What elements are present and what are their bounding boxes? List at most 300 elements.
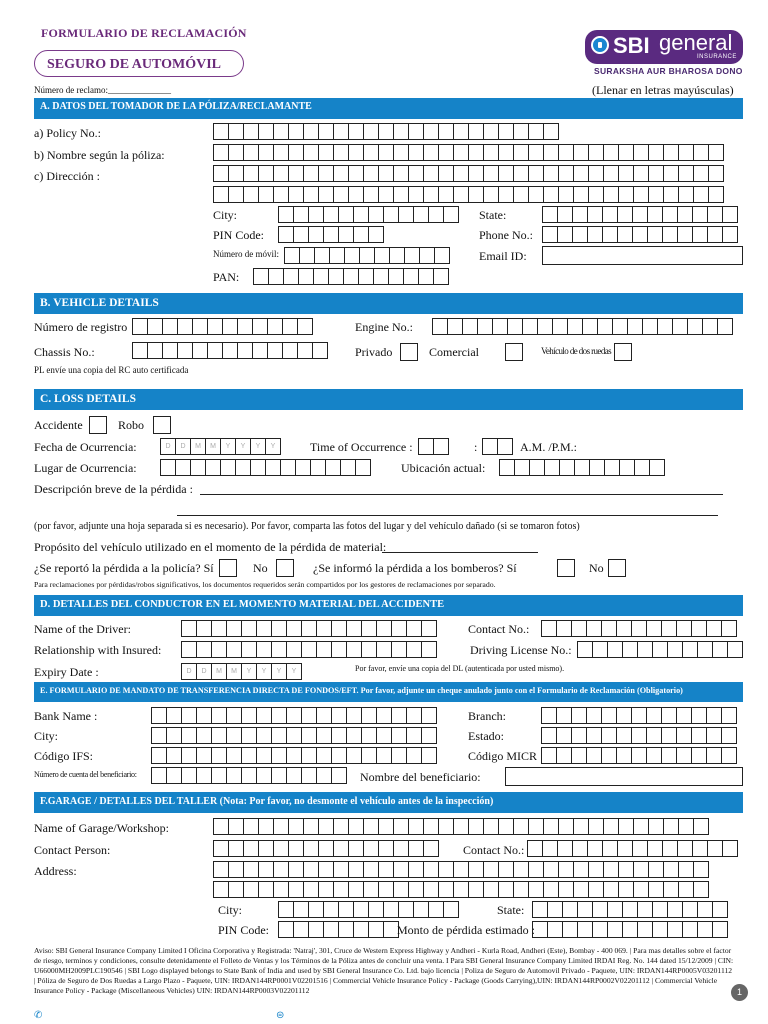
char-box[interactable] [323, 226, 339, 243]
char-box[interactable] [661, 707, 677, 724]
char-box[interactable] [498, 186, 514, 203]
char-box[interactable] [346, 727, 362, 744]
char-box[interactable] [556, 620, 572, 637]
address-input-line2[interactable] [213, 186, 723, 204]
char-box[interactable] [541, 707, 557, 724]
char-box[interactable] [547, 921, 563, 938]
char-box[interactable] [338, 206, 354, 223]
char-box[interactable] [241, 641, 257, 658]
char-box[interactable] [663, 144, 679, 161]
char-box[interactable] [376, 747, 392, 764]
char-box[interactable] [573, 144, 589, 161]
char-box[interactable] [250, 459, 266, 476]
char-box[interactable] [529, 459, 545, 476]
char-box[interactable] [265, 459, 281, 476]
char-box[interactable] [393, 123, 409, 140]
char-box[interactable] [586, 620, 602, 637]
char-box[interactable] [692, 226, 708, 243]
char-box[interactable] [293, 921, 309, 938]
char-box[interactable] [421, 641, 437, 658]
char-box[interactable] [567, 318, 583, 335]
garage-name-input[interactable] [213, 818, 708, 836]
char-box[interactable] [492, 318, 508, 335]
char-box[interactable] [333, 123, 349, 140]
char-box[interactable] [323, 901, 339, 918]
char-box[interactable] [693, 881, 709, 898]
char-box[interactable] [483, 123, 499, 140]
char-box[interactable] [637, 901, 653, 918]
char-box[interactable] [256, 767, 272, 784]
char-box[interactable] [438, 123, 454, 140]
char-box[interactable] [403, 268, 419, 285]
char-box[interactable] [271, 747, 287, 764]
char-box[interactable] [423, 818, 439, 835]
char-box[interactable] [391, 727, 407, 744]
char-box[interactable] [222, 342, 238, 359]
char-box[interactable] [228, 144, 244, 161]
char-box[interactable] [318, 840, 334, 857]
char-box[interactable] [618, 861, 634, 878]
commercial-checkbox[interactable] [505, 343, 523, 361]
char-box[interactable] [604, 459, 620, 476]
char-box[interactable] [678, 144, 694, 161]
char-box[interactable] [408, 861, 424, 878]
char-box[interactable] [573, 186, 589, 203]
char-box[interactable] [348, 818, 364, 835]
char-box[interactable] [353, 921, 369, 938]
char-box[interactable] [213, 861, 229, 878]
char-box[interactable] [406, 707, 422, 724]
char-box[interactable] [652, 901, 668, 918]
purpose-input[interactable] [382, 552, 538, 553]
two-wheeler-checkbox[interactable] [614, 343, 632, 361]
char-box[interactable] [207, 342, 223, 359]
char-box[interactable] [483, 881, 499, 898]
char-box[interactable] [278, 921, 294, 938]
char-box[interactable] [368, 901, 384, 918]
char-box[interactable] [378, 123, 394, 140]
char-box[interactable] [338, 921, 354, 938]
chassis-no-input[interactable] [132, 342, 327, 360]
char-box[interactable] [308, 901, 324, 918]
char-box[interactable] [192, 342, 208, 359]
char-box[interactable] [303, 818, 319, 835]
char-box[interactable]: D [175, 438, 191, 455]
phone-input[interactable] [542, 226, 737, 244]
char-box[interactable] [226, 767, 242, 784]
policy-no-input[interactable] [213, 123, 558, 141]
char-box[interactable] [558, 165, 574, 182]
char-box[interactable] [361, 641, 377, 658]
char-box[interactable] [697, 641, 713, 658]
char-box[interactable] [571, 707, 587, 724]
char-box[interactable] [616, 707, 632, 724]
char-box[interactable] [338, 226, 354, 243]
char-box[interactable] [667, 901, 683, 918]
char-box[interactable] [286, 767, 302, 784]
char-box[interactable] [423, 144, 439, 161]
char-box[interactable] [648, 861, 664, 878]
char-box[interactable] [498, 165, 514, 182]
char-box[interactable] [376, 727, 392, 744]
theft-checkbox[interactable] [153, 416, 171, 434]
char-box[interactable] [329, 247, 345, 264]
char-box[interactable] [706, 620, 722, 637]
char-box[interactable] [228, 165, 244, 182]
char-box[interactable] [603, 818, 619, 835]
char-box[interactable] [237, 318, 253, 335]
char-box[interactable] [691, 747, 707, 764]
char-box[interactable] [243, 144, 259, 161]
char-box[interactable] [301, 620, 317, 637]
char-box[interactable] [408, 165, 424, 182]
char-box[interactable] [376, 707, 392, 724]
char-box[interactable] [373, 268, 389, 285]
contact-person-input[interactable] [213, 840, 438, 858]
char-box[interactable] [498, 144, 514, 161]
char-box[interactable] [273, 818, 289, 835]
char-box[interactable] [226, 747, 242, 764]
char-box[interactable]: M [205, 438, 221, 455]
char-box[interactable] [303, 144, 319, 161]
char-box[interactable] [258, 881, 274, 898]
char-box[interactable] [282, 342, 298, 359]
char-box[interactable] [243, 123, 259, 140]
char-box[interactable] [556, 727, 572, 744]
char-box[interactable] [693, 165, 709, 182]
char-box[interactable] [587, 840, 603, 857]
char-box[interactable] [513, 861, 529, 878]
char-box[interactable] [376, 620, 392, 637]
char-box[interactable] [678, 818, 694, 835]
char-box[interactable] [419, 247, 435, 264]
char-box[interactable] [175, 459, 191, 476]
char-box[interactable] [177, 318, 193, 335]
char-box[interactable] [722, 840, 738, 857]
char-box[interactable] [603, 881, 619, 898]
char-box[interactable] [706, 727, 722, 744]
char-box[interactable] [573, 861, 589, 878]
license-input[interactable] [577, 641, 742, 659]
char-box[interactable] [633, 186, 649, 203]
char-box[interactable] [132, 342, 148, 359]
char-box[interactable] [421, 747, 437, 764]
char-box[interactable] [213, 123, 229, 140]
char-box[interactable] [527, 840, 543, 857]
pin-input[interactable] [278, 226, 383, 244]
char-box[interactable] [376, 641, 392, 658]
char-box[interactable] [618, 186, 634, 203]
garage-address-line2[interactable] [213, 881, 708, 899]
char-box[interactable] [692, 206, 708, 223]
char-box[interactable] [558, 186, 574, 203]
char-box[interactable] [408, 144, 424, 161]
garage-city-input[interactable] [278, 901, 458, 919]
char-box[interactable] [258, 123, 274, 140]
char-box[interactable] [303, 840, 319, 857]
char-box[interactable] [273, 186, 289, 203]
name-input[interactable] [213, 144, 723, 162]
address-input-line1[interactable] [213, 165, 723, 183]
char-box[interactable] [383, 206, 399, 223]
char-box[interactable] [428, 206, 444, 223]
char-box[interactable] [303, 861, 319, 878]
char-box[interactable] [528, 144, 544, 161]
relationship-input[interactable] [181, 641, 436, 659]
char-box[interactable] [632, 206, 648, 223]
char-box[interactable] [333, 840, 349, 857]
char-box[interactable] [286, 707, 302, 724]
char-box[interactable] [677, 840, 693, 857]
reg-no-input[interactable] [132, 318, 312, 336]
char-box[interactable] [543, 123, 559, 140]
char-box[interactable] [331, 727, 347, 744]
place-input[interactable] [160, 459, 370, 477]
char-box[interactable] [483, 144, 499, 161]
char-box[interactable] [572, 226, 588, 243]
char-box[interactable] [468, 144, 484, 161]
char-box[interactable] [633, 165, 649, 182]
char-box[interactable] [712, 921, 728, 938]
char-box[interactable] [241, 747, 257, 764]
char-box[interactable] [213, 186, 229, 203]
char-box[interactable] [316, 620, 332, 637]
char-box[interactable] [691, 620, 707, 637]
char-box[interactable] [507, 318, 523, 335]
char-box[interactable] [468, 861, 484, 878]
char-box[interactable] [220, 459, 236, 476]
char-box[interactable] [166, 727, 182, 744]
char-box[interactable] [363, 861, 379, 878]
char-box[interactable] [256, 620, 272, 637]
char-box[interactable] [616, 747, 632, 764]
char-box[interactable] [389, 247, 405, 264]
char-box[interactable] [522, 318, 538, 335]
char-box[interactable] [316, 641, 332, 658]
char-box[interactable] [235, 459, 251, 476]
char-box[interactable] [348, 186, 364, 203]
char-box[interactable] [226, 620, 242, 637]
char-box[interactable] [241, 707, 257, 724]
char-box[interactable] [211, 707, 227, 724]
char-box[interactable] [393, 840, 409, 857]
char-box[interactable] [571, 747, 587, 764]
char-box[interactable] [359, 247, 375, 264]
char-box[interactable] [418, 438, 434, 455]
char-box[interactable] [391, 747, 407, 764]
char-box[interactable] [273, 840, 289, 857]
char-box[interactable] [361, 620, 377, 637]
char-box[interactable] [338, 901, 354, 918]
char-box[interactable]: M [211, 663, 227, 680]
char-box[interactable] [378, 165, 394, 182]
char-box[interactable] [301, 727, 317, 744]
char-box[interactable] [571, 727, 587, 744]
char-box[interactable] [541, 747, 557, 764]
char-box[interactable] [556, 747, 572, 764]
char-box[interactable] [438, 186, 454, 203]
char-box[interactable] [348, 881, 364, 898]
char-box[interactable] [288, 165, 304, 182]
char-box[interactable] [346, 620, 362, 637]
char-box[interactable] [333, 818, 349, 835]
char-box[interactable] [468, 165, 484, 182]
police-no-checkbox[interactable] [276, 559, 294, 577]
char-box[interactable] [697, 901, 713, 918]
char-box[interactable] [241, 620, 257, 637]
char-box[interactable] [323, 921, 339, 938]
char-box[interactable] [273, 881, 289, 898]
char-box[interactable] [601, 747, 617, 764]
char-box[interactable] [676, 727, 692, 744]
char-box[interactable] [348, 861, 364, 878]
char-box[interactable] [717, 318, 733, 335]
char-box[interactable] [592, 901, 608, 918]
char-box[interactable] [541, 620, 557, 637]
char-box[interactable] [423, 881, 439, 898]
char-box[interactable] [213, 840, 229, 857]
char-box[interactable] [597, 318, 613, 335]
char-box[interactable] [393, 144, 409, 161]
char-box[interactable] [297, 318, 313, 335]
char-box[interactable] [722, 206, 738, 223]
char-box[interactable] [622, 921, 638, 938]
char-box[interactable] [633, 881, 649, 898]
char-box[interactable] [196, 641, 212, 658]
char-box[interactable] [393, 165, 409, 182]
micr-input[interactable] [541, 747, 736, 765]
char-box[interactable] [607, 921, 623, 938]
char-box[interactable] [652, 921, 668, 938]
char-box[interactable] [453, 818, 469, 835]
char-box[interactable] [603, 861, 619, 878]
char-box[interactable] [258, 840, 274, 857]
char-box[interactable] [421, 707, 437, 724]
char-box[interactable] [361, 727, 377, 744]
char-box[interactable]: M [190, 438, 206, 455]
char-box[interactable] [241, 767, 257, 784]
char-box[interactable] [278, 226, 294, 243]
char-box[interactable] [408, 840, 424, 857]
char-box[interactable] [363, 186, 379, 203]
char-box[interactable] [663, 881, 679, 898]
char-box[interactable] [284, 247, 300, 264]
char-box[interactable] [368, 206, 384, 223]
char-box[interactable] [702, 318, 718, 335]
account-input[interactable] [151, 767, 346, 785]
char-box[interactable] [708, 165, 724, 182]
char-box[interactable] [256, 707, 272, 724]
char-box[interactable] [663, 165, 679, 182]
char-box[interactable] [226, 707, 242, 724]
char-box[interactable] [308, 206, 324, 223]
char-box[interactable] [498, 861, 514, 878]
char-box[interactable] [196, 767, 212, 784]
char-box[interactable] [316, 727, 332, 744]
char-box[interactable]: Y [256, 663, 272, 680]
char-box[interactable] [406, 727, 422, 744]
char-box[interactable] [288, 186, 304, 203]
char-box[interactable] [552, 318, 568, 335]
char-box[interactable] [278, 206, 294, 223]
char-box[interactable] [513, 881, 529, 898]
char-box[interactable] [482, 438, 498, 455]
time-minutes-input[interactable] [482, 438, 512, 456]
char-box[interactable] [151, 747, 167, 764]
char-box[interactable] [348, 165, 364, 182]
char-box[interactable] [162, 342, 178, 359]
char-box[interactable] [588, 861, 604, 878]
char-box[interactable] [631, 727, 647, 744]
char-box[interactable] [181, 747, 197, 764]
char-box[interactable] [181, 620, 197, 637]
char-box[interactable] [661, 747, 677, 764]
char-box[interactable] [288, 881, 304, 898]
char-box[interactable] [587, 206, 603, 223]
char-box[interactable] [587, 226, 603, 243]
char-box[interactable] [228, 881, 244, 898]
char-box[interactable] [393, 818, 409, 835]
char-box[interactable] [541, 727, 557, 744]
char-box[interactable] [151, 707, 167, 724]
char-box[interactable] [423, 840, 439, 857]
char-box[interactable] [267, 342, 283, 359]
char-box[interactable] [577, 901, 593, 918]
accident-checkbox[interactable] [89, 416, 107, 434]
char-box[interactable] [528, 165, 544, 182]
char-box[interactable] [722, 226, 738, 243]
char-box[interactable] [228, 818, 244, 835]
char-box[interactable] [647, 206, 663, 223]
char-box[interactable] [657, 318, 673, 335]
char-box[interactable] [618, 818, 634, 835]
char-box[interactable] [602, 206, 618, 223]
char-box[interactable] [331, 620, 347, 637]
char-box[interactable] [378, 144, 394, 161]
char-box[interactable]: D [160, 438, 176, 455]
ifs-input[interactable] [151, 747, 436, 765]
char-box[interactable] [211, 641, 227, 658]
char-box[interactable] [721, 747, 737, 764]
char-box[interactable] [693, 186, 709, 203]
char-box[interactable]: Y [235, 438, 251, 455]
char-box[interactable] [273, 123, 289, 140]
char-box[interactable] [528, 881, 544, 898]
char-box[interactable] [331, 767, 347, 784]
char-box[interactable] [243, 186, 259, 203]
char-box[interactable] [378, 881, 394, 898]
char-box[interactable] [682, 901, 698, 918]
char-box[interactable] [353, 901, 369, 918]
char-box[interactable] [368, 226, 384, 243]
char-box[interactable] [677, 206, 693, 223]
char-box[interactable] [582, 318, 598, 335]
char-box[interactable]: Y [250, 438, 266, 455]
char-box[interactable] [252, 342, 268, 359]
char-box[interactable] [678, 881, 694, 898]
char-box[interactable] [331, 707, 347, 724]
char-box[interactable] [513, 818, 529, 835]
char-box[interactable] [603, 186, 619, 203]
char-box[interactable] [588, 144, 604, 161]
char-box[interactable] [537, 318, 553, 335]
char-box[interactable] [513, 186, 529, 203]
char-box[interactable] [586, 727, 602, 744]
char-box[interactable] [301, 767, 317, 784]
char-box[interactable] [617, 226, 633, 243]
char-box[interactable] [558, 818, 574, 835]
char-box[interactable]: Y [265, 438, 281, 455]
